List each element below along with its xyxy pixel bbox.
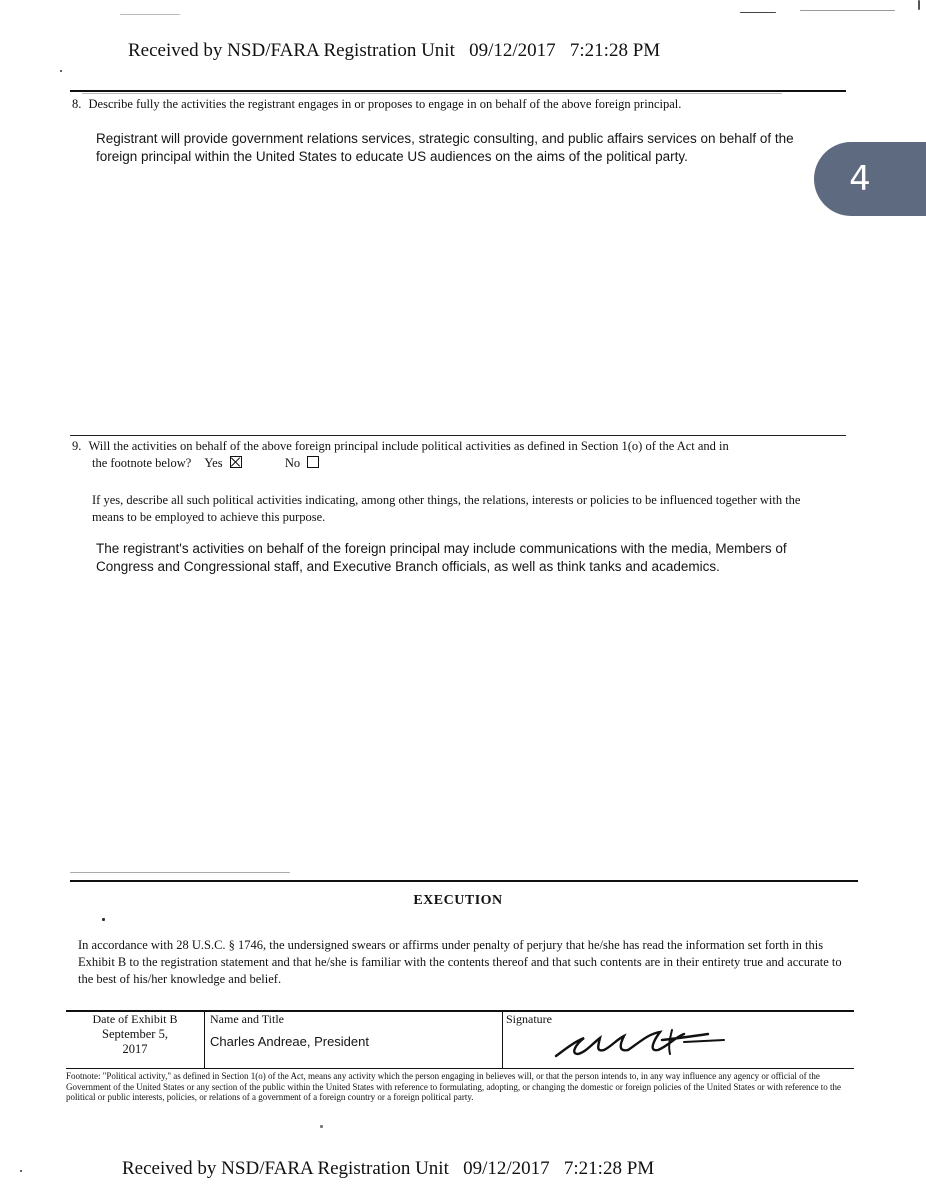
no-label: No [284,456,301,470]
date-cell [66,1012,204,1057]
item-9-rule [70,435,846,436]
handwritten-signature [544,1024,734,1064]
name-label: Name and Title [210,1012,284,1026]
item-8-question [72,96,832,113]
received-stamp-header: Received by NSD/FARA Registration Unit 09/12/2017 7:21:28 PM [128,40,661,61]
no-checkbox[interactable] [307,456,319,468]
signature-table [66,1010,854,1068]
yes-checkbox[interactable] [230,456,242,468]
received-stamp-footer: Received by NSD/FARA Registration Unit 09/12/2017 7:21:28 PM [122,1158,655,1179]
page-number-badge [814,142,926,216]
item-9-number: 9. [72,439,82,453]
signature-cell [506,1012,852,1066]
item-9-question-line1: Will the activities on behalf of the above foreign principal include political activities as defined in Section 1(o) of the Act and in [88,439,729,453]
name-cell [210,1012,500,1051]
item-8-question-text: Describe fully the activities the registrant engages in or proposes to engage in on behalf of the above foreign principal. [88,97,682,111]
date-line1: September 5, [102,1027,168,1041]
item-9-instruction: If yes, describe all such political activities indicating, among other things, the relations, interests or policies to be influenced together with the means to be employed to achieve this purpose. [92,493,801,524]
item-8-response: Registrant will provide government relations services, strategic consulting, and public affairs services on behalf of the foreign principal within the United States to educate US audiences on the aims of the political party. [96,131,794,164]
footnote: Footnote: "Political activity," as defined in Section 1(o) of the Act, means any activity which the person engaging in believes will, or that the person intends to, in any way influence any agency or official of the Government of the United States or any section of the public within the United States with reference to formulating, adopting, or changing the domestic or foreign policies of the United States or with reference to the political or public interests, policies, or relations of a government of a foreign country or a foreign political party. [66,1071,842,1102]
item-8-number: 8. [72,97,82,111]
yes-label: Yes [204,456,223,470]
item-9-response: The registrant's activities on behalf of the foreign principal may include communications with the media, Members of Congress and Congressional staff, and Executive Branch officials, as well as think tanks and academics. [96,541,787,574]
execution-title: EXECUTION [413,893,503,908]
execution-statement: In accordance with 28 U.S.C. § 1746, the undersigned swears or affirms under penalty of perjury that he/she has read the information set forth in this Exhibit B to the registration statement and that he/she is familiar with the contents thereof and that such contents are in their entirety true and accurate to the best of his/her knowledge and belief. [78,938,842,986]
execution-rule [70,880,858,882]
date-line2: 2017 [122,1042,148,1056]
no-option[interactable] [285,456,319,470]
date-label: Date of Exhibit B [92,1012,178,1026]
item-9-question-line2: the footnote below? [92,456,192,470]
item-9-question [72,438,842,472]
name-value: Charles Andreae, President [210,1034,369,1049]
yes-option[interactable] [204,456,244,470]
page-number: 4 [849,159,871,199]
signature-label: Signature [506,1012,552,1026]
top-rule [70,90,846,92]
